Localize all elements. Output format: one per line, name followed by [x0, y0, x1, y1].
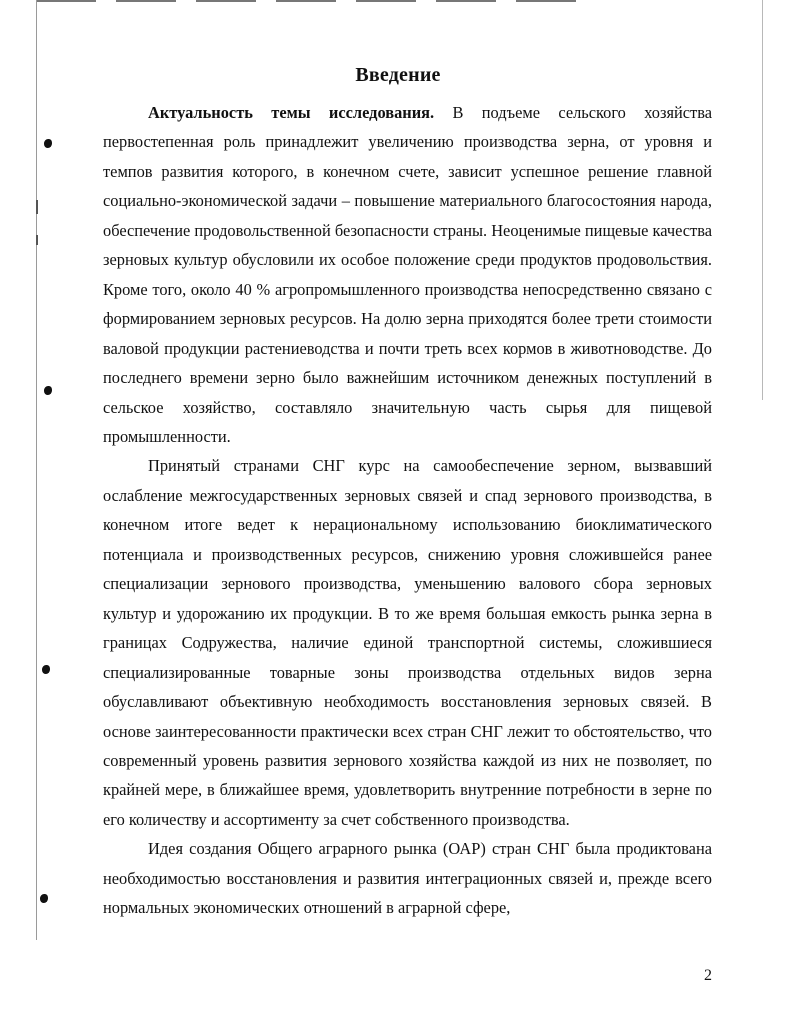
body-text: [103, 98, 712, 923]
paragraph-lead: Актуальность темы исследования.: [148, 103, 435, 122]
binder-hole-mark: [42, 665, 50, 674]
binder-hole-mark: [40, 894, 48, 903]
scan-right-margin-line: [762, 0, 763, 400]
page-title: Введение: [355, 64, 441, 86]
scan-top-edge: [36, 0, 596, 2]
paragraph-3: Идея создания Общего аграрного рынка (ОАР) стран СНГ была продиктована необходимостью восстановления и развития интеграционных связей и, прежде всего нормальных экономических отношений в аграрной сфере,: [103, 839, 712, 918]
scan-left-margin-line: [36, 0, 37, 940]
scan-mark: [36, 200, 38, 214]
binder-hole-mark: [44, 386, 52, 395]
paragraph-2: Принятый странами СНГ курс на самообеспечение зерном, вызвавший ослабление межгосударственных зерновых связей и спад зернового производства, в конечном итоге ведет к нерациональному использованию биоклиматического потенциала и производственных ресурсов, снижению уровня сложившейся ранее специализации зернового производства, уменьшению валового сбора зерновых культур и удорожанию их продукции. В то же время большая емкость рынка зерна в границах Содружества, наличие единой транспортной системы, сложившиеся специализированные товарные зоны производства отдельных видов зерна обуславливают объективную необходимость восстановления зерновых связей. В основе заинтересованности практически всех стран СНГ лежит то обстоятельство, что современный уровень развития зернового хозяйства каждой из них не позволяет, по крайней мере, в ближайшее время, удовлетворить внутренние потребности в зерне по его количеству и ассортименту за счет собственного производства.: [103, 456, 712, 829]
paragraph-1-text: В подъеме сельского хозяйства первостепенная роль принадлежит увеличению производства зерна, от уровня и темпов развития которого, в конечном счете, зависит успешное решение главной социально-экономической задачи – повышение материального благосостояния народа, обеспечение продовольственной безопасности страны. Неоценимые пищевые качества зерновых культур обусловили их особое положение среди продуктов продовольствия. Кроме того, около 40 % агропромышленного производства непосредственно связано с формированием зерновых ресурсов. На долю зерна приходятся более трети стоимости валовой продукции растениеводства и почти треть всех кормов в животноводстве. До последнего времени зерно было важнейшим источником денежных поступлений в сельское хозяйство, составляло значительную часть сырья для пищевой промышленности.: [103, 103, 712, 446]
paragraph-1: [103, 98, 712, 451]
scan-mark: [36, 235, 38, 245]
binder-hole-mark: [44, 139, 52, 148]
page-number: 2: [704, 967, 712, 984]
